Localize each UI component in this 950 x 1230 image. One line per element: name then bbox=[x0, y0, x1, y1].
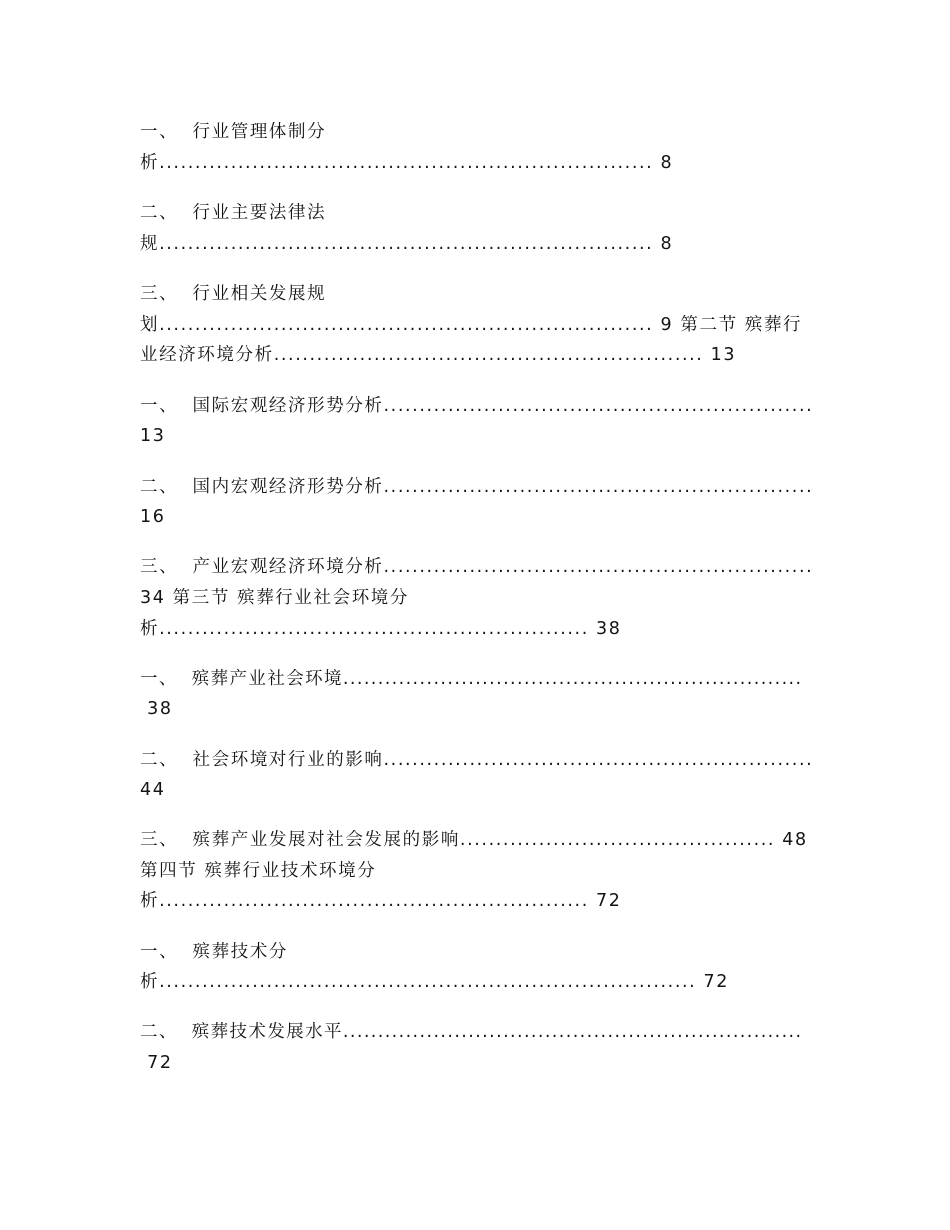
toc-entry-heading: 一、 行业管理体制分 bbox=[140, 122, 327, 142]
toc-entry-page-number: 16 bbox=[140, 507, 166, 527]
toc-entry-heading: 二、 行业主要法律法 bbox=[140, 203, 327, 223]
toc-entry-leader: 析........................................................................... 72 bbox=[140, 972, 729, 992]
toc-entry-heading: 第四节 殡葬行业技术环境分 bbox=[140, 861, 377, 881]
toc-entry-heading: 一、 殡葬技术分 bbox=[140, 942, 289, 962]
toc-entry-page-number: 38 bbox=[140, 699, 173, 719]
toc-entry-heading: 二、 社会环境对行业的影响............................................................ bbox=[140, 750, 814, 770]
toc-entry-heading: 二、 国内宏观经济形势分析............................................................ bbox=[140, 477, 814, 497]
toc-entry-heading: 三、 行业相关发展规 bbox=[140, 284, 327, 304]
toc-entry-heading: 一、 国际宏观经济形势分析............................................................ bbox=[140, 396, 814, 416]
toc-entry-page-number: 72 bbox=[140, 1053, 173, 1073]
toc-entry-page-number: 13 bbox=[140, 426, 166, 446]
toc-entry-heading: 一、 殡葬产业社会环境.................................................................. bbox=[140, 669, 803, 689]
toc-entry-page-number: 44 bbox=[140, 780, 166, 800]
toc-entry-heading: 二、 殡葬技术发展水平.................................................................. bbox=[140, 1022, 803, 1042]
toc-entry-leader: 析............................................................ 38 bbox=[140, 619, 622, 639]
toc-entry-leader: 业经济环境分析............................................................ 13 bbox=[140, 345, 737, 365]
toc-entry-leader: 规..................................................................... 8 bbox=[140, 234, 674, 254]
toc-entry-leader: 划..................................................................... 9 第二节 殡葬行 bbox=[140, 315, 803, 335]
toc-entry-heading: 三、 产业宏观经济环境分析............................................................ bbox=[140, 557, 814, 577]
toc-entry-leader: 析..................................................................... 8 bbox=[140, 153, 674, 173]
toc-entry-leader: 析............................................................ 72 bbox=[140, 891, 622, 911]
toc-entry-heading: 三、 殡葬产业发展对社会发展的影响............................................ 48 bbox=[140, 830, 808, 850]
toc-entry-leader: 34 第三节 殡葬行业社会环境分 bbox=[140, 588, 409, 608]
